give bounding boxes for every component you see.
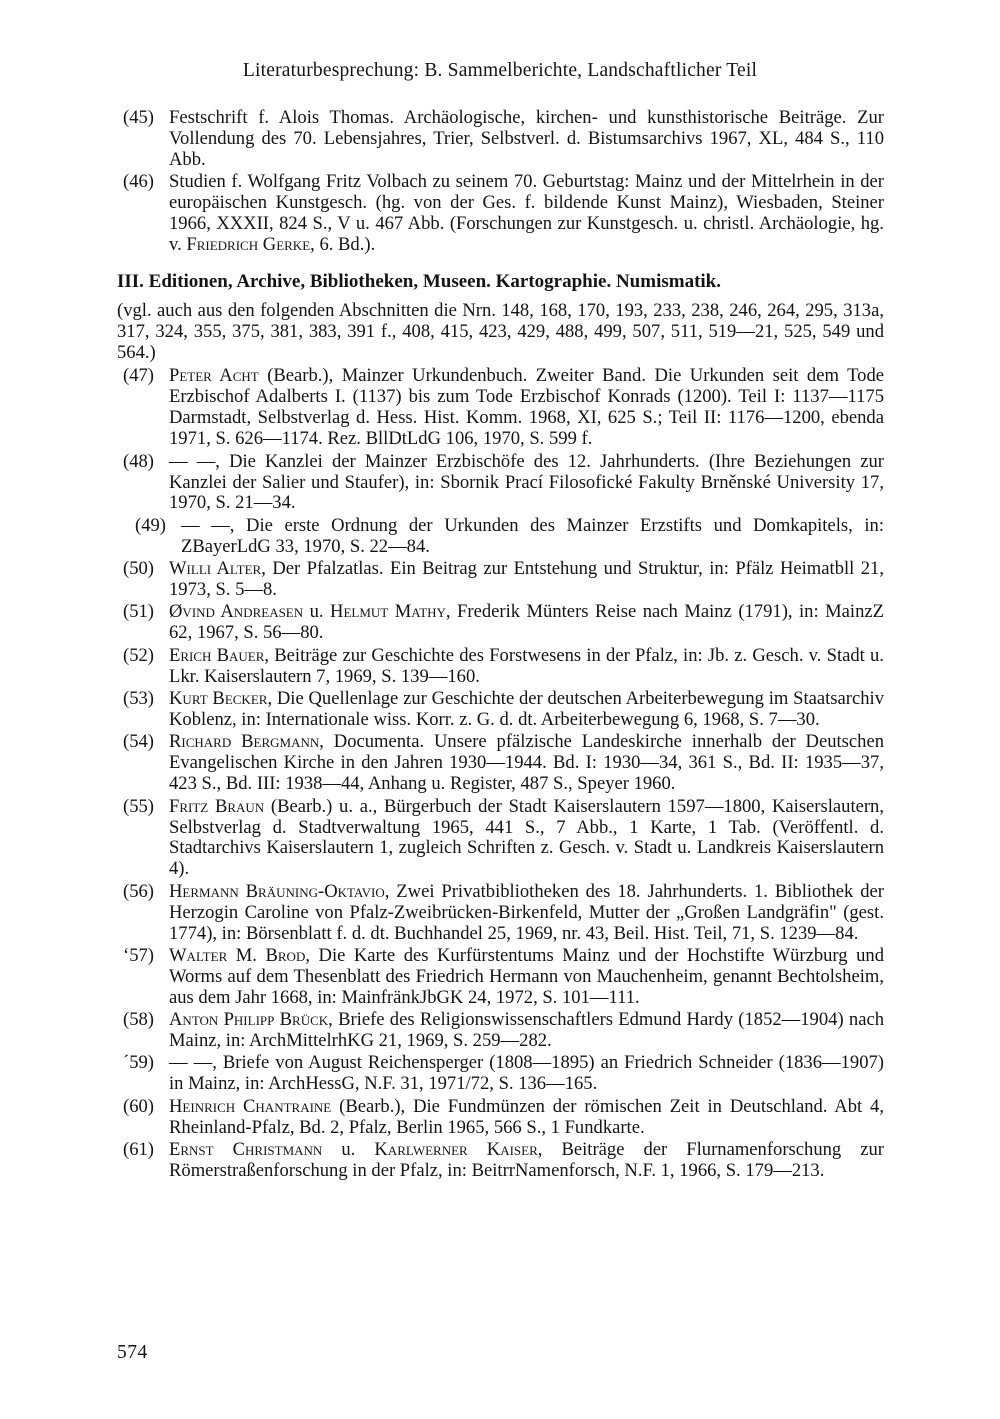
entry-text	[169, 451, 884, 514]
entry-number: (50)	[123, 558, 154, 580]
bibliography-entry	[117, 1053, 884, 1095]
entry-author: Willi Alter	[169, 558, 262, 580]
bibliography-entry	[117, 882, 884, 945]
bibliography-entry	[117, 108, 884, 171]
entry-author: Helmut Mathy	[330, 601, 446, 623]
entry-number: (49)	[135, 514, 166, 536]
entry-text	[169, 1052, 884, 1094]
entry-number: (56)	[123, 880, 154, 902]
entry-text	[169, 881, 884, 944]
entry-body: Festschrift f. Alois Thomas. Archäologische, kirchen- und kunsthistorische Beiträge. Zur Vollendung des 70. Lebensjahres, Trier, Selbstverl. d. Bistumsarchivs 1967, XL, 484 S., 110 Abb.	[169, 107, 884, 170]
running-head: Literaturbesprechung: B. Sammelberichte, Landschaftlicher Teil	[242, 60, 758, 81]
entry-body: (Bearb.), Die Fundmünzen der römischen Zeit in Deutschland. Abt 4, Rheinland-Pfalz, Bd. 2, Pfalz, Berlin 1965, 566 S., 1 Fundkarte.	[169, 1095, 884, 1138]
entry-author: Fritz Braun	[169, 795, 265, 817]
entry-number: ´59)	[123, 1052, 154, 1074]
entry-author: Kurt Becker	[169, 688, 268, 710]
bibliography-entry	[117, 797, 884, 881]
entry-author: Richard Bergmann	[169, 731, 320, 753]
entry-number: (45)	[123, 107, 154, 128]
entry-text	[169, 945, 884, 1008]
entry-number: (61)	[123, 1139, 154, 1161]
entry-body: , Beiträge der Flurnamenforschung zur Römerstraßenforschung in der Pfalz, in: BeitrrNamenforsch, N.F. 1, 1966, S. 179—213.	[169, 1139, 884, 1181]
entry-author: Peter Acht	[169, 365, 259, 387]
entry-number: ‘57)	[123, 944, 154, 966]
section-heading: III. Editionen, Archive, Bibliotheken, Museen. Kartographie. Numismatik.	[117, 270, 722, 292]
bibliography-entry	[117, 1010, 884, 1052]
entry-body: — —, Die erste Ordnung der Urkunden des Mainzer Erzstifts und Domkapitels, in: ZBayerLdG 33, 1970, S. 22—84.	[181, 514, 884, 557]
entry-author: Ernst Christmann	[169, 1139, 323, 1161]
entry-text	[169, 1139, 884, 1181]
entry-body: — —, Briefe von August Reichensperger (1808—1895) an Friedrich Schneider (1836—1907) in Mainz, in: ArchHessG, N.F. 31, 1971/72, S. 136—165.	[169, 1052, 884, 1095]
entry-text	[169, 558, 884, 600]
entry-author: Erich Bauer	[169, 644, 265, 666]
entry-author: Friedrich Gerke	[186, 233, 311, 255]
entry-author: Brod	[265, 944, 306, 966]
entry-number: (46)	[123, 171, 154, 193]
bibliography-entry	[117, 1097, 884, 1139]
bibliography-entry	[117, 559, 884, 601]
entry-body: , Briefe des Religionswissenschaftlers Edmund Hardy (1852—1904) nach Mainz, in: ArchMittelrhKG 21, 1969, S. 259—282.	[169, 1009, 885, 1052]
entry-number: (54)	[123, 731, 154, 753]
entry-text	[169, 601, 884, 643]
bibliography-entry	[117, 516, 884, 558]
entry-body: , Die Quellenlage zur Geschichte der deutschen Arbeiterbewegung im Staatsarchiv Koblenz, in: Internationale wiss. Korr. z. G. d. dt. Arbeiterbewegung 6, 1968, S. 7—30.	[169, 688, 884, 730]
entry-number: (52)	[123, 644, 154, 666]
bibliography-entry	[117, 366, 884, 450]
page-number: 574	[117, 1342, 148, 1363]
entry-body: , Frederik Münters Reise nach Mainz (1791), in: MainzZ 62, 1967, S. 56—80.	[169, 601, 884, 644]
entry-author: Walter	[169, 944, 228, 966]
bibliography-entry	[117, 172, 884, 256]
entry-text	[169, 645, 884, 687]
entry-text	[169, 516, 884, 558]
entry-author: Hermann Bräuning-Oktavio	[169, 880, 385, 902]
entry-body: M.	[227, 944, 266, 966]
bibliography-entry	[117, 689, 884, 731]
entry-number: (47)	[123, 365, 154, 387]
entry-number: (53)	[123, 688, 154, 710]
entry-text	[169, 107, 884, 170]
entry-body: u.	[303, 601, 331, 623]
entry-author: Heinrich Chantraine	[169, 1095, 332, 1117]
entry-body: , Die Karte des Kurfürstentums Mainz und der Hochstifte Würzburg und Worms auf dem Thesenblatt des Friedrich Hermann von Mauchenheim, genannt Bechtolsheim, aus dem Jahr 1668, in: MainfränkJbGK 24, 1972, S. 101—111.	[169, 944, 884, 1008]
bibliography-entry	[117, 646, 884, 688]
entry-body: u.	[322, 1139, 375, 1161]
entry-body: , Documenta. Unsere pfälzische Landeskirche innerhalb der Deutschen Evangelischen Kirche in den Jahren 1930—1944. Bd. I: 1930—34, 361 S., Bd. II: 1935—37, 423 S., Bd. III: 1938—44, Anhang u. Register, 487 S., Speyer 1960.	[169, 731, 885, 795]
entry-body: (Bearb.) u. a., Bürgerbuch der Stadt Kaiserslautern 1597—1800, Kaiserslautern, Selbstverlag d. Stadtverwaltung 1965, 441 S., 7 Abb., 1 Karte, 1 Tab. (Veröffentl. d. Stadtarchivs Kaiserslautern 1, zugleich Schriften z. Gesch. v. Stadt u. Landkreis Kaiserslautern 4).	[169, 795, 885, 880]
bibliography-entry	[117, 946, 884, 1009]
entry-text	[169, 1096, 884, 1138]
entry-number: (60)	[123, 1095, 154, 1117]
entry-body: Studien f. Wolfgang Fritz Volbach zu seinem 70. Geburtstag: Mainz und der Mittelrhein in der europäischen Kunstgesch. (hg. von der Ges. f. bildende Kunst Mainz), Wiesbaden, Steiner 1966, XXXII, 824 S., V u. 467 Abb. (Forschungen zur Kunstgesch. u. christl. Archäologie, hg. v.	[169, 171, 884, 255]
entry-text	[169, 731, 884, 794]
entry-number: (48)	[123, 450, 154, 472]
entry-list	[117, 366, 884, 1181]
entry-number: (51)	[123, 601, 154, 623]
entry-body: — —, Die Kanzlei der Mainzer Erzbischöfe des 12. Jahrhunderts. (Ihre Beziehungen zur Kanzlei der Salier und Staufer), in: Sbornik Prací Filosofické Fakulty Brněnské University 17, 1970, S. 21—34.	[169, 450, 884, 514]
entry-body: , Beiträge zur Geschichte des Forstwesens in der Pfalz, in: Jb. z. Gesch. v. Stadt u. Lkr. Kaiserslautern 7, 1969, S. 139—160.	[169, 644, 884, 687]
entry-text	[169, 796, 884, 880]
entry-body: , Der Pfalzatlas. Ein Beitrag zur Entstehung und Struktur, in: Pfälz Heimatbll 21, 1973, S. 5—8.	[169, 558, 884, 601]
entry-author: Karlwerner Kaiser	[374, 1139, 538, 1161]
page-content	[117, 108, 884, 1183]
entry-body: , Zwei Privatbibliotheken des 18. Jahrhunderts. 1. Bibliothek der Herzogin Caroline von Pfalz-Zweibrücken-Birkenfeld, Mutter der „Großen Landgräfin" (gest. 1774), in: Börsenblatt f. d. dt. Buchhandel 25, 1969, nr. 43, Beil. Hist. Teil, 71, S. 1239—84.	[169, 880, 884, 944]
entry-author: Øvind Andreasen	[169, 601, 304, 623]
entry-list-top	[117, 108, 884, 256]
entry-text	[169, 365, 884, 449]
section-note: (vgl. auch aus den folgenden Abschnitten die Nrn. 148, 168, 170, 193, 233, 238, 246, 264, 295, 313a, 317, 324, 355, 375, 381, 383, 391 f., 408, 415, 423, 429, 488, 499, 507, 511, 519—21, 525, 549 und 564.)	[117, 299, 884, 363]
entry-text	[169, 688, 884, 730]
bibliography-entry	[117, 452, 884, 515]
entry-text	[169, 171, 884, 255]
entry-number: (55)	[123, 795, 154, 817]
entry-number: (58)	[123, 1009, 154, 1031]
entry-text	[169, 1009, 884, 1051]
bibliography-entry	[117, 1140, 884, 1182]
bibliography-entry	[117, 732, 884, 795]
entry-author: Anton Philipp Brück	[169, 1009, 329, 1031]
bibliography-entry	[117, 602, 884, 644]
entry-body: , 6. Bd.).	[310, 233, 376, 255]
entry-body: (Bearb.), Mainzer Urkundenbuch. Zweiter Band. Die Urkunden seit dem Tode Erzbischof Adalberts I. (1137) bis zum Tode Erzbischof Konrads (1200). Teil I: 1137—1175 Darmstadt, Selbstverlag d. Hess. Hist. Komm. 1968, XI, 625 S.; Teil II: 1176—1200, ebenda 1971, S. 626—1174. Rez. BllDtLdG 106, 1970, S. 599 f.	[169, 365, 884, 450]
